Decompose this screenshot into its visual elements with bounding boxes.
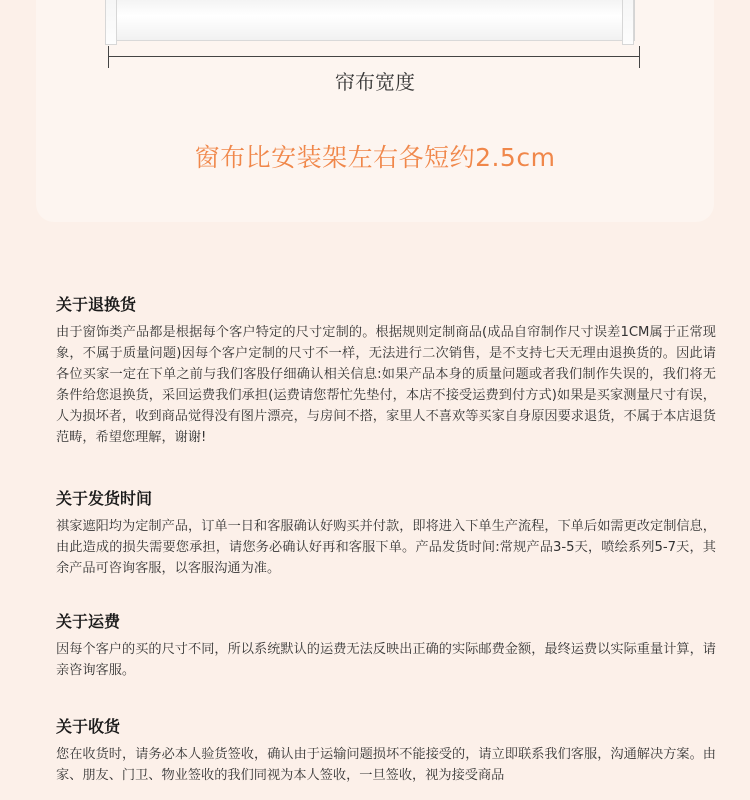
section-body: 祺家遮阳均为定制产品，订单一日和客服确认好购买并付款，即将进入下单生产流程，下单后如需更改定制信息，由此造成的损失需要您承担，请您务必确认好再和客服下单。产品发货时间:常规产品3-5天，喷绘系列5-7天，其余产品可咨询客服，以客服沟通为准。 <box>56 519 716 576</box>
dimension-label: 帘布宽度 <box>335 70 415 94</box>
width-dimension-line <box>108 56 640 57</box>
section-title: 关于收货 <box>56 717 121 736</box>
section-title: 关于发货时间 <box>56 489 153 508</box>
rail-right-cap <box>622 0 634 45</box>
section-returns <box>56 294 716 448</box>
section-shipping-fee <box>56 611 716 681</box>
section-title: 关于退换货 <box>56 295 137 314</box>
size-note-headline: 窗布比安装架左右各短约2.5cm <box>194 143 556 172</box>
dimension-tick-right <box>639 46 640 68</box>
section-body: 因每个客户的买的尺寸不同，所以系统默认的运费无法反映出正确的实际邮费金额，最终运费以实际重量计算，请亲咨询客服。 <box>56 642 716 678</box>
section-body: 由于窗饰类产品都是根据每个客户特定的尺寸定制的。根据规则定制商品(成品自帘制作尺寸误差1CM属于正常现象，不属于质量问题)因每个客户定制的尺寸不一样，无法进行二次销售，是不支持七天无理由退换货的。因此请各位买家一定在下单之前与我们客股仔细确认相关信息:如果产品本身的质量问题或者我们制作失误的，我们将无条件给您退换货，采回运费我们承担(运费请您帮忙先垫付，本店不接受运费到付方式)如果是买家测量尺寸有误，人为损坏者，收到商品觉得没有图片漂亮，与房间不搭，家里人不喜欢等买家自身原因要求退货，不属于本店退货范畴，希望您理解，谢谢! <box>56 325 716 445</box>
curtain-rail-image <box>105 0 635 41</box>
section-shipping-time <box>56 488 716 579</box>
section-title: 关于运费 <box>56 612 121 631</box>
rail-left-cap <box>105 0 117 45</box>
dimension-tick-left <box>108 46 109 68</box>
section-body: 您在收货时，请务必本人验货签收，确认由于运输问题损坏不能接受的，请立即联系我们客服，沟通解决方案。由家、朋友、门卫、物业签收的我们同视为本人签收，一旦签收，视为接受商品 <box>56 747 716 783</box>
section-receiving <box>56 716 716 786</box>
